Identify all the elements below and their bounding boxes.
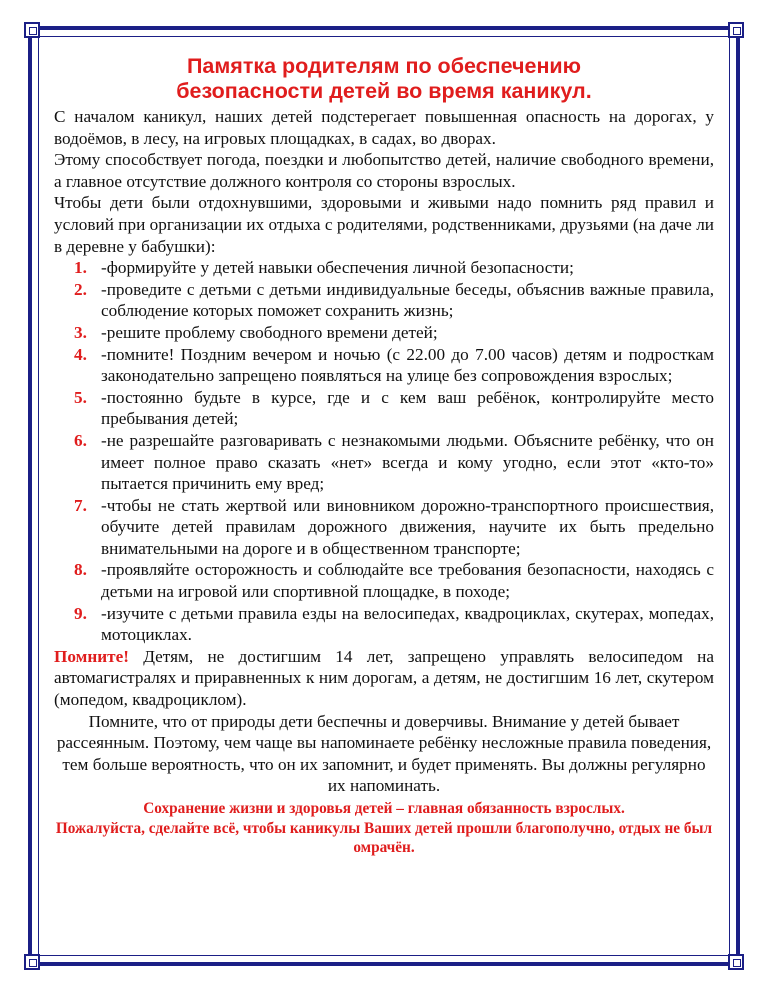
warning-label: Помните! [54,646,129,666]
rule-number: 2. [74,279,87,299]
rule-text: -постоянно будьте в курсе, где и с кем ваш ребёнок, контролируйте место пребывания детей; [101,387,714,429]
rule-number: 7. [74,495,87,515]
intro-paragraph: С началом каникул, наших детей подстерегает повышенная опасность на дорогах, у водоёмов, в лесу, на игровых площадках, в садах, во дворах. [54,107,714,148]
warning-text: Детям, не достигшим 14 лет, запрещено управлять велосипедом на автомагистралях и приравненных к ним дорогам, а детям, не достигшим 16 лет, скутером (мопедом, квадроциклом). [54,646,714,710]
rule-text: -чтобы не стать жертвой или виновником дорожно-транспортного происшествия, обучите детей правилам дорожного движения, научите их быть предельно внимательными на дороге и в общественном транспорте; [101,495,714,558]
final-appeal-line1: Сохранение жизни и здоровья детей – главная обязанность взрослых. [143,800,625,817]
rule-number: 3. [74,322,87,342]
rule-item [54,257,714,279]
final-appeal-line2: Пожалуйста, сделайте всё, чтобы каникулы Ваших детей прошли благополучно, отдых не был омрачён. [55,819,713,856]
rule-text: -проявляйте осторожность и соблюдайте все требования безопасности, находясь с детьми на игровой или спортивной площадке, в походе; [101,560,714,602]
memo-title [54,54,714,104]
memo-title-line1: Памятка родителям по обеспечению [186,54,582,78]
rule-item [54,495,714,560]
rule-item [54,279,714,322]
rule-number: 1. [74,258,87,278]
rule-item [54,559,714,602]
rule-text: -формируйте у детей навыки обеспечения личной безопасности; [101,258,574,278]
rule-item [54,344,714,387]
rule-number: 9. [74,603,87,623]
memo-content [54,54,714,858]
rule-item [54,603,714,646]
intro-paragraph: Этому способствует погода, поездки и любопытство детей, наличие свободного времени, а главное отсутствие должного контроля со стороны взрослых. [54,150,714,191]
memo-title-line2: безопасности детей во время каникул. [176,79,592,103]
rule-number: 4. [74,344,87,364]
border-corner-ornament [728,954,744,970]
border-corner-ornament [728,22,744,38]
rules-list [54,257,714,646]
rule-item [54,387,714,430]
intro-paragraph: Чтобы дети были отдохнувшими, здоровыми и живыми надо помнить ряд правил и условий при организации их отдыха с родителями, родственниками, друзьями (на даче ли в деревне у бабушки): [54,193,714,256]
rule-text: -не разрешайте разговаривать с незнакомыми людьми. Объясните ребёнку, что он имеет полное право сказать «нет» всегда и кому угодно, если этот «кто-то» пытается причинить ему вред; [101,430,714,494]
rule-text: -изучите с детьми правила езды на велосипедах, квадроциклах, скутерах, мопедах, мотоциклах. [101,603,714,645]
rule-number: 5. [74,387,87,407]
closing-paragraph: Помните, что от природы дети беспечны и доверчивы. Внимание у детей бывает рассеянным. Поэтому, чем чаще вы напоминаете ребёнку несложные правила поведения, тем больше вероятность, что он их запомнит, и будет применять. Вы должны регулярно их напоминать. [56,711,712,796]
final-appeal [54,799,714,858]
border-corner-ornament [24,22,40,38]
warning-paragraph [54,646,714,711]
border-corner-ornament [24,954,40,970]
rule-number: 6. [74,430,87,450]
rule-text: -помните! Поздним вечером и ночью (с 22.00 до 7.00 часов) детям и подросткам законодательно запрещено появляться на улице без сопровождения взрослых; [101,344,714,386]
rule-item [54,322,714,344]
rule-item [54,430,714,495]
rule-text: -решите проблему свободного времени детей; [101,322,438,342]
rule-number: 8. [74,560,87,580]
rule-text: -проведите с детьми с детьми индивидуальные беседы, объяснив важные правила, соблюдение которых поможет сохранить жизнь; [101,279,714,321]
